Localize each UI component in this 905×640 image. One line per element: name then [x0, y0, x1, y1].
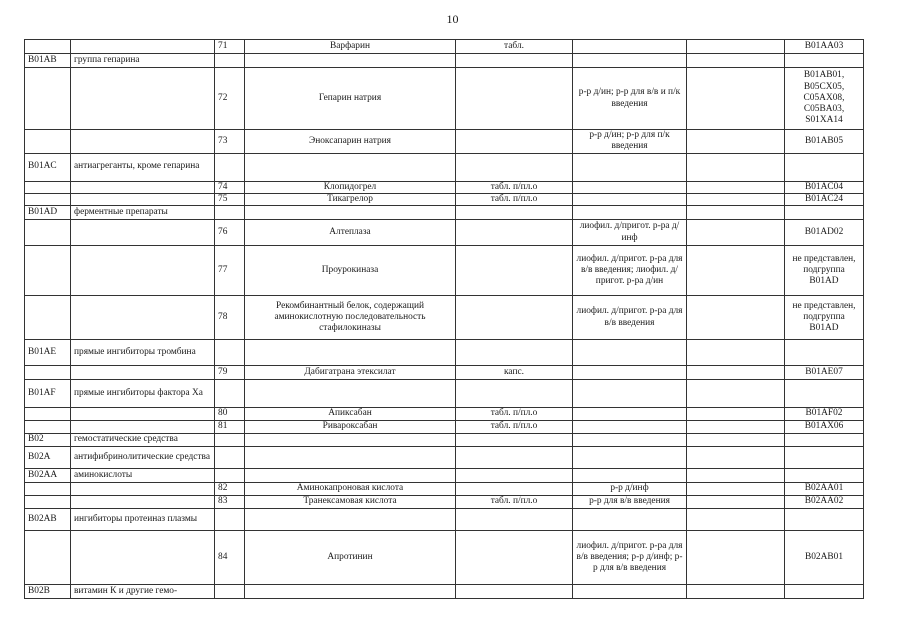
row-extra	[687, 340, 785, 366]
row-extra	[687, 469, 785, 483]
row-atc: B01AE07	[785, 366, 864, 380]
row-extra	[687, 54, 785, 68]
medication-table	[24, 39, 864, 599]
table-row	[25, 531, 864, 585]
row-dose	[573, 585, 687, 599]
row-atc: B01AF02	[785, 408, 864, 421]
row-dose: лиофил. д/пригот. р-ра для в/в введения	[573, 296, 687, 340]
row-number: 82	[215, 483, 245, 496]
row-extra	[687, 531, 785, 585]
row-form: капс.	[456, 366, 573, 380]
row-name	[245, 509, 456, 531]
row-atc	[785, 469, 864, 483]
row-number	[215, 434, 245, 447]
row-atc: не представлен, подгруппа B01AD	[785, 296, 864, 340]
row-number	[215, 206, 245, 220]
row-code	[25, 296, 71, 340]
row-dose	[573, 40, 687, 54]
row-group: группа гепарина	[71, 54, 215, 68]
row-group	[71, 496, 215, 509]
table-row	[25, 220, 864, 246]
row-name: Апиксабан	[245, 408, 456, 421]
row-dose	[573, 366, 687, 380]
row-atc	[785, 447, 864, 469]
row-number: 79	[215, 366, 245, 380]
row-atc: B01AX06	[785, 421, 864, 434]
row-code	[25, 483, 71, 496]
row-code: B01AF	[25, 380, 71, 408]
row-form	[456, 220, 573, 246]
row-form	[456, 483, 573, 496]
page-number: 10	[446, 12, 459, 26]
row-extra	[687, 380, 785, 408]
table-row	[25, 585, 864, 599]
row-form	[456, 585, 573, 599]
row-code: B01AD	[25, 206, 71, 220]
row-name	[245, 340, 456, 366]
row-number	[215, 469, 245, 483]
row-name: Варфарин	[245, 40, 456, 54]
row-atc: B01AD02	[785, 220, 864, 246]
row-dose	[573, 193, 687, 205]
row-extra	[687, 181, 785, 193]
row-group: аминокислоты	[71, 469, 215, 483]
row-dose	[573, 434, 687, 447]
row-name: Аминокапроновая кислота	[245, 483, 456, 496]
row-code: B01AE	[25, 340, 71, 366]
row-dose: лиофил. д/пригот. р-ра для в/в введения; лиофил. д/пригот. р-ра д/ин	[573, 246, 687, 296]
row-number	[215, 585, 245, 599]
row-code	[25, 366, 71, 380]
row-code: B02B	[25, 585, 71, 599]
row-name: Апротинин	[245, 531, 456, 585]
row-name: Эноксапарин натрия	[245, 130, 456, 154]
row-atc: не представлен, подгруппа B01AD	[785, 246, 864, 296]
row-atc	[785, 380, 864, 408]
row-number: 74	[215, 181, 245, 193]
table-row	[25, 296, 864, 340]
row-group	[71, 68, 215, 130]
table-row	[25, 181, 864, 193]
row-group	[71, 193, 215, 205]
row-group: антиагреганты, кроме гепарина	[71, 153, 215, 181]
row-code	[25, 68, 71, 130]
row-code	[25, 220, 71, 246]
row-name: Гепарин натрия	[245, 68, 456, 130]
row-atc	[785, 206, 864, 220]
row-name	[245, 153, 456, 181]
table-row	[25, 434, 864, 447]
row-group: ферментные препараты	[71, 206, 215, 220]
row-atc: B01AB05	[785, 130, 864, 154]
row-number	[215, 340, 245, 366]
row-code	[25, 246, 71, 296]
row-group	[71, 296, 215, 340]
row-group	[71, 366, 215, 380]
row-name: Ривароксабан	[245, 421, 456, 434]
row-group	[71, 483, 215, 496]
row-extra	[687, 447, 785, 469]
row-group	[71, 421, 215, 434]
row-extra	[687, 220, 785, 246]
row-group	[71, 531, 215, 585]
row-atc	[785, 153, 864, 181]
row-group: витамин К и другие гемо-	[71, 585, 215, 599]
row-form	[456, 340, 573, 366]
row-dose: р-р д/ин; р-р для в/в и п/к введения	[573, 68, 687, 130]
row-form	[456, 130, 573, 154]
row-form	[456, 68, 573, 130]
row-dose: р-р для в/в введения	[573, 496, 687, 509]
table-row	[25, 408, 864, 421]
row-group: ингибиторы протеиназ плазмы	[71, 509, 215, 531]
row-code: B02	[25, 434, 71, 447]
row-number	[215, 54, 245, 68]
row-form	[456, 434, 573, 447]
row-code	[25, 193, 71, 205]
table-row	[25, 421, 864, 434]
row-form	[456, 206, 573, 220]
row-number	[215, 447, 245, 469]
row-code	[25, 421, 71, 434]
row-extra	[687, 246, 785, 296]
row-group: прямые ингибиторы тромбина	[71, 340, 215, 366]
row-extra	[687, 153, 785, 181]
row-group	[71, 130, 215, 154]
table-row	[25, 246, 864, 296]
row-number: 80	[215, 408, 245, 421]
row-name: Проурокиназа	[245, 246, 456, 296]
row-name	[245, 54, 456, 68]
row-form: табл. п/пл.о	[456, 193, 573, 205]
row-code	[25, 181, 71, 193]
row-number: 81	[215, 421, 245, 434]
row-group: гемостатические средства	[71, 434, 215, 447]
table-row	[25, 193, 864, 205]
row-dose	[573, 340, 687, 366]
row-name	[245, 380, 456, 408]
table-row	[25, 40, 864, 54]
table-row	[25, 130, 864, 154]
row-code: B02A	[25, 447, 71, 469]
table-row	[25, 366, 864, 380]
row-extra	[687, 421, 785, 434]
row-atc: B01AA03	[785, 40, 864, 54]
row-extra	[687, 206, 785, 220]
row-group: прямые ингибиторы фактора Ха	[71, 380, 215, 408]
row-name: Дабигатрана этексилат	[245, 366, 456, 380]
row-dose: р-р д/инф	[573, 483, 687, 496]
row-name	[245, 585, 456, 599]
row-extra	[687, 585, 785, 599]
row-atc: B02AA01	[785, 483, 864, 496]
row-dose	[573, 469, 687, 483]
row-dose	[573, 181, 687, 193]
row-group: антифибринолитические средства	[71, 447, 215, 469]
row-atc	[785, 509, 864, 531]
row-name: Алтеплаза	[245, 220, 456, 246]
row-atc	[785, 585, 864, 599]
row-extra	[687, 193, 785, 205]
row-extra	[687, 130, 785, 154]
table-body	[25, 40, 864, 599]
row-atc: B01AC04	[785, 181, 864, 193]
row-number: 75	[215, 193, 245, 205]
row-atc: B01AC24	[785, 193, 864, 205]
row-number: 72	[215, 68, 245, 130]
row-extra	[687, 496, 785, 509]
row-atc: B02AA02	[785, 496, 864, 509]
table-row	[25, 206, 864, 220]
row-code	[25, 531, 71, 585]
row-extra	[687, 408, 785, 421]
row-form	[456, 531, 573, 585]
row-name	[245, 447, 456, 469]
row-extra	[687, 509, 785, 531]
row-form	[456, 296, 573, 340]
row-dose	[573, 408, 687, 421]
row-name: Тикагрелор	[245, 193, 456, 205]
row-number: 71	[215, 40, 245, 54]
row-name	[245, 469, 456, 483]
row-atc	[785, 434, 864, 447]
row-number: 77	[215, 246, 245, 296]
row-form	[456, 469, 573, 483]
row-dose: р-р д/ин; р-р для п/к введения	[573, 130, 687, 154]
row-form	[456, 153, 573, 181]
row-form	[456, 54, 573, 68]
row-dose	[573, 153, 687, 181]
row-atc	[785, 340, 864, 366]
table-row	[25, 509, 864, 531]
row-form	[456, 246, 573, 296]
row-group	[71, 40, 215, 54]
row-group	[71, 181, 215, 193]
row-number: 78	[215, 296, 245, 340]
row-atc: B02AB01	[785, 531, 864, 585]
row-name	[245, 206, 456, 220]
row-code	[25, 40, 71, 54]
table-row	[25, 54, 864, 68]
row-code	[25, 408, 71, 421]
row-form: табл. п/пл.о	[456, 408, 573, 421]
row-code: B02AA	[25, 469, 71, 483]
row-form	[456, 509, 573, 531]
row-number	[215, 509, 245, 531]
row-dose	[573, 54, 687, 68]
row-extra	[687, 483, 785, 496]
row-form: табл. п/пл.о	[456, 421, 573, 434]
row-number: 73	[215, 130, 245, 154]
row-code: B02AB	[25, 509, 71, 531]
table-row	[25, 153, 864, 181]
row-atc	[785, 54, 864, 68]
row-group	[71, 246, 215, 296]
row-code: B01AC	[25, 153, 71, 181]
row-extra	[687, 366, 785, 380]
table-row	[25, 340, 864, 366]
row-form	[456, 380, 573, 408]
row-extra	[687, 40, 785, 54]
row-code	[25, 130, 71, 154]
row-form: табл.	[456, 40, 573, 54]
row-dose	[573, 509, 687, 531]
row-form: табл. п/пл.о	[456, 496, 573, 509]
table-row	[25, 68, 864, 130]
row-dose: лиофил. д/пригот. р-ра д/инф	[573, 220, 687, 246]
row-dose	[573, 447, 687, 469]
row-code: B01AB	[25, 54, 71, 68]
row-extra	[687, 434, 785, 447]
row-number	[215, 380, 245, 408]
row-extra	[687, 68, 785, 130]
table-row	[25, 380, 864, 408]
row-atc: B01AB01, B05CX05, C05AX08, C05BA03, S01XA14	[785, 68, 864, 130]
row-group	[71, 220, 215, 246]
row-number: 84	[215, 531, 245, 585]
row-extra	[687, 296, 785, 340]
row-number	[215, 153, 245, 181]
table-row	[25, 447, 864, 469]
row-form	[456, 447, 573, 469]
row-dose	[573, 206, 687, 220]
row-name: Клопидогрел	[245, 181, 456, 193]
table-row	[25, 469, 864, 483]
row-dose: лиофил. д/пригот. р-ра для в/в введения; р-р д/инф; р-р для в/в введения	[573, 531, 687, 585]
row-name: Рекомбинантный белок, содержащий аминокислотную последовательность стафилокиназы	[245, 296, 456, 340]
row-form: табл. п/пл.о	[456, 181, 573, 193]
row-name	[245, 434, 456, 447]
row-number: 76	[215, 220, 245, 246]
row-dose	[573, 380, 687, 408]
row-dose	[573, 421, 687, 434]
row-code	[25, 496, 71, 509]
table-row	[25, 483, 864, 496]
table-row	[25, 496, 864, 509]
row-group	[71, 408, 215, 421]
row-name: Транексамовая кислота	[245, 496, 456, 509]
row-number: 83	[215, 496, 245, 509]
